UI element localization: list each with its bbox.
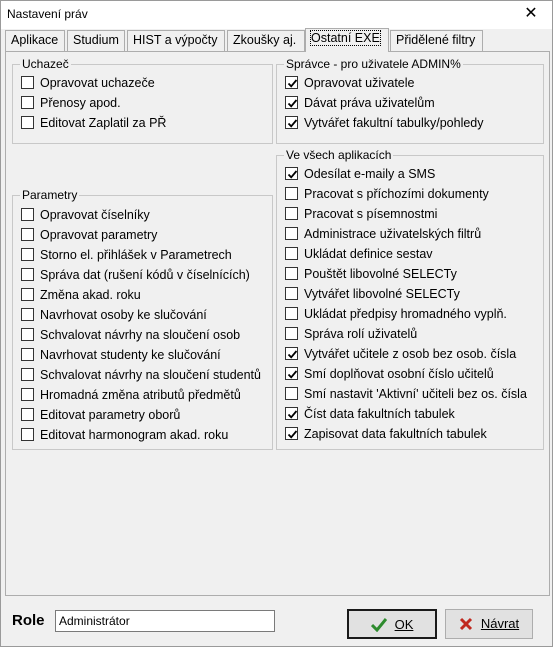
checkbox-row[interactable] <box>285 345 516 363</box>
checkbox-unchecked[interactable] <box>285 227 298 240</box>
ok-label: OK <box>394 617 414 632</box>
cancel-button[interactable] <box>445 609 533 639</box>
tab-pridelene-filtry[interactable]: Přidělené filtry <box>390 30 483 51</box>
checkbox-unchecked[interactable] <box>21 388 34 401</box>
checkbox-row[interactable] <box>21 406 180 424</box>
checkbox-unchecked[interactable] <box>21 308 34 321</box>
checkbox-unchecked[interactable] <box>21 208 34 221</box>
checkbox-row[interactable] <box>285 185 489 203</box>
checkbox-checked[interactable] <box>285 167 298 180</box>
checkbox-label: Správa rolí uživatelů <box>304 327 418 341</box>
checkbox-label: Opravovat uchazeče <box>40 76 155 90</box>
checkbox-row[interactable] <box>21 226 157 244</box>
checkbox-row[interactable] <box>21 286 141 304</box>
checkbox-checked[interactable] <box>285 367 298 380</box>
checkbox-unchecked[interactable] <box>21 428 34 441</box>
checkbox-label: Administrace uživatelských filtrů <box>304 227 482 241</box>
checkbox-label: Ukládat předpisy hromadného vyplň. <box>304 307 507 321</box>
checkbox-unchecked[interactable] <box>285 307 298 320</box>
checkbox-label: Navrhovat osoby ke slučování <box>40 308 207 322</box>
window-title: Nastavení práv <box>7 7 88 21</box>
checkbox-unchecked[interactable] <box>21 76 34 89</box>
checkbox-row[interactable] <box>21 306 207 324</box>
checkbox-unchecked[interactable] <box>285 207 298 220</box>
checkbox-label: Změna akad. roku <box>40 288 141 302</box>
cross-icon <box>459 617 473 631</box>
checkbox-unchecked[interactable] <box>285 287 298 300</box>
checkmark-icon <box>371 618 387 632</box>
checkbox-label: Schvalovat návrhy na sloučení osob <box>40 328 241 342</box>
footer-bar <box>1 597 552 646</box>
checkbox-row[interactable] <box>285 165 435 183</box>
checkbox-label: Přenosy apod. <box>40 96 121 110</box>
checkbox-row[interactable] <box>21 366 261 384</box>
checkbox-label: Pracovat s příchozími dokumenty <box>304 187 489 201</box>
checkbox-unchecked[interactable] <box>21 348 34 361</box>
checkbox-label: Editovat harmonogram akad. roku <box>40 428 229 442</box>
tab-panel <box>5 51 550 596</box>
checkbox-row[interactable] <box>285 305 507 323</box>
group-title: Ve všech aplikacích <box>286 148 392 162</box>
checkbox-row[interactable] <box>285 245 433 263</box>
checkbox-unchecked[interactable] <box>285 187 298 200</box>
checkbox-unchecked[interactable] <box>21 368 34 381</box>
checkbox-row[interactable] <box>21 246 232 264</box>
checkbox-label: Zapisovat data fakultních tabulek <box>304 427 487 441</box>
tab-zkousky[interactable]: Zkoušky aj. <box>227 30 305 51</box>
checkbox-row[interactable] <box>285 205 437 223</box>
group-title: Uchazeč <box>22 57 69 71</box>
checkbox-unchecked[interactable] <box>285 247 298 260</box>
checkbox-label: Smí nastavit 'Aktivní' učiteli bez os. čísla <box>304 387 527 401</box>
checkbox-label: Schvalovat návrhy na sloučení studentů <box>40 368 261 382</box>
checkbox-label: Editovat parametry oborů <box>40 408 181 422</box>
checkbox-unchecked[interactable] <box>21 228 34 241</box>
checkbox-row[interactable] <box>285 265 457 283</box>
checkbox-checked[interactable] <box>285 347 298 360</box>
checkbox-unchecked[interactable] <box>21 268 34 281</box>
checkbox-label: Navrhovat studenty ke slučování <box>40 348 221 362</box>
checkbox-row[interactable] <box>285 74 414 92</box>
checkbox-label: Ukládat definice sestav <box>304 247 433 261</box>
checkbox-label: Pouštět libovolné SELECTy <box>304 267 457 281</box>
group-parametry <box>12 188 273 450</box>
cancel-label: Návrat <box>480 616 520 631</box>
checkbox-label: Editovat Zaplatil za PŘ <box>40 116 167 130</box>
checkbox-label: Opravovat parametry <box>40 228 158 242</box>
checkbox-row[interactable] <box>21 74 155 92</box>
checkbox-label: Opravovat uživatele <box>304 76 415 90</box>
checkbox-label: Storno el. přihlášek v Parametrech <box>40 248 232 262</box>
tab-aplikace[interactable]: Aplikace <box>5 30 65 51</box>
checkbox-row[interactable] <box>285 325 417 343</box>
checkbox-label: Vytvářet učitele z osob bez osob. čísla <box>304 347 517 361</box>
tab-hist-vypocty[interactable]: HIST a výpočty <box>127 30 225 51</box>
checkbox-unchecked[interactable] <box>285 327 298 340</box>
ok-button[interactable] <box>347 609 437 639</box>
checkbox-row[interactable] <box>21 94 121 112</box>
group-uchazec <box>12 57 273 144</box>
group-spravce <box>276 57 544 144</box>
group-title: Parametry <box>22 188 78 202</box>
checkbox-row[interactable] <box>21 346 221 364</box>
role-label: Role <box>12 612 45 629</box>
checkbox-checked[interactable] <box>285 96 298 109</box>
checkbox-row[interactable] <box>285 385 527 403</box>
checkbox-label: Hromadná změna atributů předmětů <box>40 388 241 402</box>
checkbox-label: Smí doplňovat osobní číslo učitelů <box>304 367 494 381</box>
checkbox-unchecked[interactable] <box>285 267 298 280</box>
checkbox-label: Vytvářet fakultní tabulky/pohledy <box>304 116 484 130</box>
checkbox-checked[interactable] <box>285 407 298 420</box>
checkbox-row[interactable] <box>21 266 250 284</box>
checkbox-unchecked[interactable] <box>21 116 34 129</box>
checkbox-label: Odesílat e-maily a SMS <box>304 167 436 181</box>
checkbox-row[interactable] <box>285 285 460 303</box>
checkbox-unchecked[interactable] <box>21 408 34 421</box>
checkbox-unchecked[interactable] <box>21 288 34 301</box>
checkbox-row[interactable] <box>285 365 494 383</box>
checkbox-row[interactable] <box>21 426 228 444</box>
checkbox-label: Pracovat s písemnostmi <box>304 207 438 221</box>
checkbox-label: Číst data fakultních tabulek <box>304 407 455 421</box>
checkbox-row[interactable] <box>21 114 166 132</box>
checkbox-unchecked[interactable] <box>21 248 34 261</box>
checkbox-row[interactable] <box>285 405 455 423</box>
checkbox-row[interactable] <box>285 225 481 243</box>
tab-ostatni-exe[interactable]: Ostatní EXE <box>305 28 389 52</box>
checkbox-unchecked[interactable] <box>21 328 34 341</box>
checkbox-label: Vytvářet libovolné SELECTy <box>304 287 460 301</box>
checkbox-checked[interactable] <box>285 76 298 89</box>
checkbox-checked[interactable] <box>285 116 298 129</box>
group-title: Správce - pro uživatele ADMIN% <box>286 57 461 71</box>
checkbox-row[interactable] <box>285 94 435 112</box>
checkbox-unchecked[interactable] <box>21 96 34 109</box>
group-ve-vsech-aplikacich <box>276 148 544 450</box>
checkbox-label: Dávat práva uživatelům <box>304 96 435 110</box>
title-bar <box>1 1 552 29</box>
checkbox-row[interactable] <box>21 386 241 404</box>
close-icon[interactable]: ✕ <box>524 5 538 22</box>
checkbox-checked[interactable] <box>285 427 298 440</box>
checkbox-row[interactable] <box>21 326 240 344</box>
checkbox-row[interactable] <box>285 425 487 443</box>
checkbox-label: Opravovat číselníky <box>40 208 150 222</box>
checkbox-unchecked[interactable] <box>285 387 298 400</box>
checkbox-row[interactable] <box>21 206 150 224</box>
role-input[interactable] <box>55 610 275 632</box>
checkbox-row[interactable] <box>285 114 484 132</box>
tab-studium[interactable]: Studium <box>67 30 125 51</box>
checkbox-label: Správa dat (rušení kódů v číselnících) <box>40 268 250 282</box>
